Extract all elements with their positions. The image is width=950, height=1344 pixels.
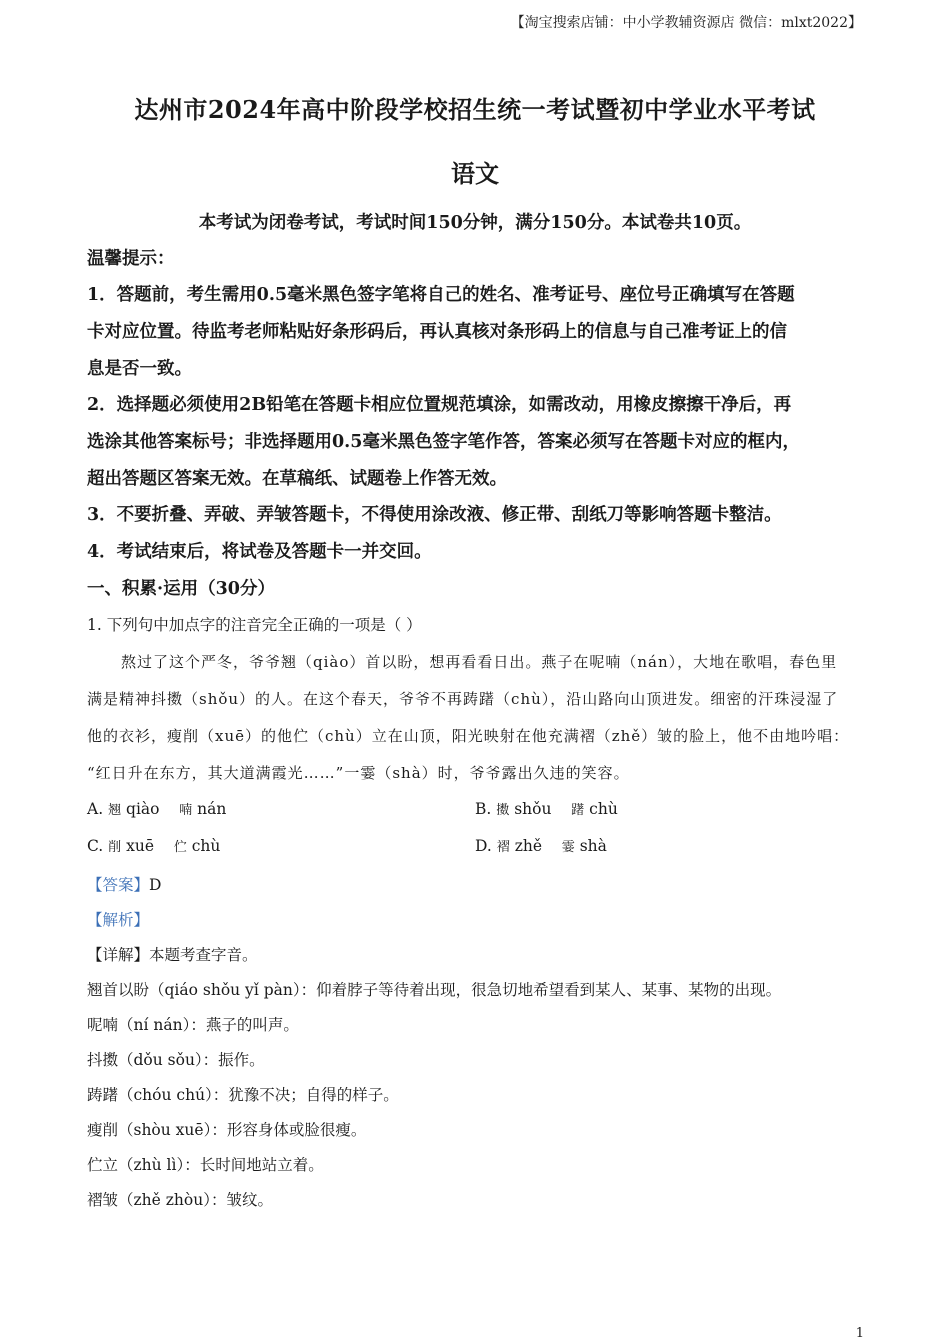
- option-letter: D.: [475, 837, 492, 855]
- option-d: [475, 836, 607, 855]
- explanation-line: 翘首以盼（qiáo shǒu yǐ pàn）：仰着脖子等待着出现，很急切地希望看到某人、某事、某物的出现。: [87, 981, 782, 999]
- answer-tag: 【答案】: [87, 876, 150, 894]
- option-pinyin: zhě: [514, 837, 543, 855]
- explanation-line: 抖擞（dǒu sǒu）：振作。: [87, 1051, 265, 1069]
- option-char: 削: [108, 840, 122, 855]
- explanation-line: 踌躇（chóu chú）：犹豫不决；自得的样子。: [87, 1086, 399, 1104]
- option-pinyin: nán: [197, 800, 227, 818]
- explanation-line: 呢喃（ní nán）：燕子的叫声。: [87, 1016, 299, 1034]
- option-letter: A.: [87, 800, 104, 818]
- option-char: 翘: [108, 803, 122, 818]
- option-pinyin: qiào: [126, 800, 160, 818]
- option-char: 褶: [496, 840, 510, 855]
- question-stem: 1. 下列句中加点字的注音完全正确的一项是（ ）: [87, 616, 422, 634]
- explanation-line: 褶皱（zhě zhòu）：皱纹。: [87, 1191, 273, 1209]
- option-char: 躇: [571, 803, 585, 818]
- tip-line: 3．不要折叠、弄破、弄皱答题卡，不得使用涂改液、修正带、刮纸刀等影响答题卡整洁。: [87, 505, 782, 525]
- tip-line: 息是否一致。: [87, 359, 192, 379]
- section-heading: 一、积累·运用（30分）: [87, 579, 275, 599]
- option-b: [475, 799, 618, 818]
- option-letter: C.: [87, 837, 104, 855]
- option-char: 喃: [179, 803, 193, 818]
- option-pinyin: chù: [589, 800, 618, 818]
- tips-heading: 温馨提示：: [87, 249, 175, 269]
- option-letter: B.: [475, 800, 492, 818]
- tip-line: 4．考试结束后，将试卷及答题卡一并交回。: [87, 542, 432, 562]
- option-char: 伫: [173, 840, 187, 855]
- tip-line: 选涂其他答案标号；非选择题用0.5毫米黑色签字笔作答，答案必须写在答题卡对应的框内，: [87, 432, 800, 452]
- tip-line: 卡对应位置。待监考老师粘贴好条形码后，再认真核对条形码上的信息与自己准考证上的信: [87, 322, 787, 342]
- tip-line: 1．答题前，考生需用0.5毫米黑色签字笔将自己的姓名、准考证号、座位号正确填写在答题: [87, 285, 795, 305]
- analysis-tag: 【解析】: [87, 911, 150, 929]
- answer-line: [87, 873, 161, 895]
- page-title: 达州市2024年高中阶段学校招生统一考试暨初中学业水平考试: [134, 95, 816, 124]
- option-pinyin: shǒu: [514, 800, 552, 818]
- passage-line: “红日升在东方，其大道满霞光……”一霎（shà）时，爷爷露出久违的笑容。: [87, 764, 630, 782]
- answer-value: D: [149, 876, 162, 894]
- header-note: 【淘宝搜索店铺：中小学教辅资源店 微信：mlxt2022】: [510, 15, 862, 31]
- detail-line: 【详解】本题考查字音。: [87, 946, 258, 964]
- option-char: 霎: [561, 840, 575, 855]
- explanation-line: 瘦削（shòu xuē）：形容身体或脸很瘦。: [87, 1121, 367, 1139]
- option-c: [87, 836, 220, 855]
- option-char: 擞: [496, 803, 510, 818]
- passage-line: 满是精神抖擞（shǒu）的人。在这个春天，爷爷不再踌躇（chù），沿山路向山顶进发。细密的汗珠浸湿了: [87, 690, 839, 708]
- tip-line: 2．选择题必须使用2B铅笔在答题卡相应位置规范填涂，如需改动，用橡皮擦擦干净后，再: [87, 395, 792, 415]
- explanation-line: 伫立（zhù lì）：长时间地站立着。: [87, 1156, 324, 1174]
- subject-title: 语文: [451, 159, 499, 188]
- exam-info: 本考试为闭卷考试，考试时间150分钟，满分150分。本试卷共10页。: [198, 213, 752, 233]
- option-a: [87, 799, 226, 818]
- option-pinyin: xuē: [126, 837, 155, 855]
- page-number: 1: [855, 1326, 864, 1341]
- passage-line: 熬过了这个严冬，爷爷翘（qiào）首以盼，想再看看日出。燕子在呢喃（nán），大地在歌唱，春色里: [121, 653, 838, 671]
- option-pinyin: chù: [191, 837, 221, 855]
- passage-line: 他的衣衫，瘦削（xuē）的他伫（chù）立在山顶，阳光映射在他充满褶（zhě）皱的脸上，他不由地吟唱：: [87, 727, 850, 745]
- tip-line: 超出答题区答案无效。在草稿纸、试题卷上作答无效。: [87, 469, 507, 489]
- option-pinyin: shà: [579, 837, 607, 855]
